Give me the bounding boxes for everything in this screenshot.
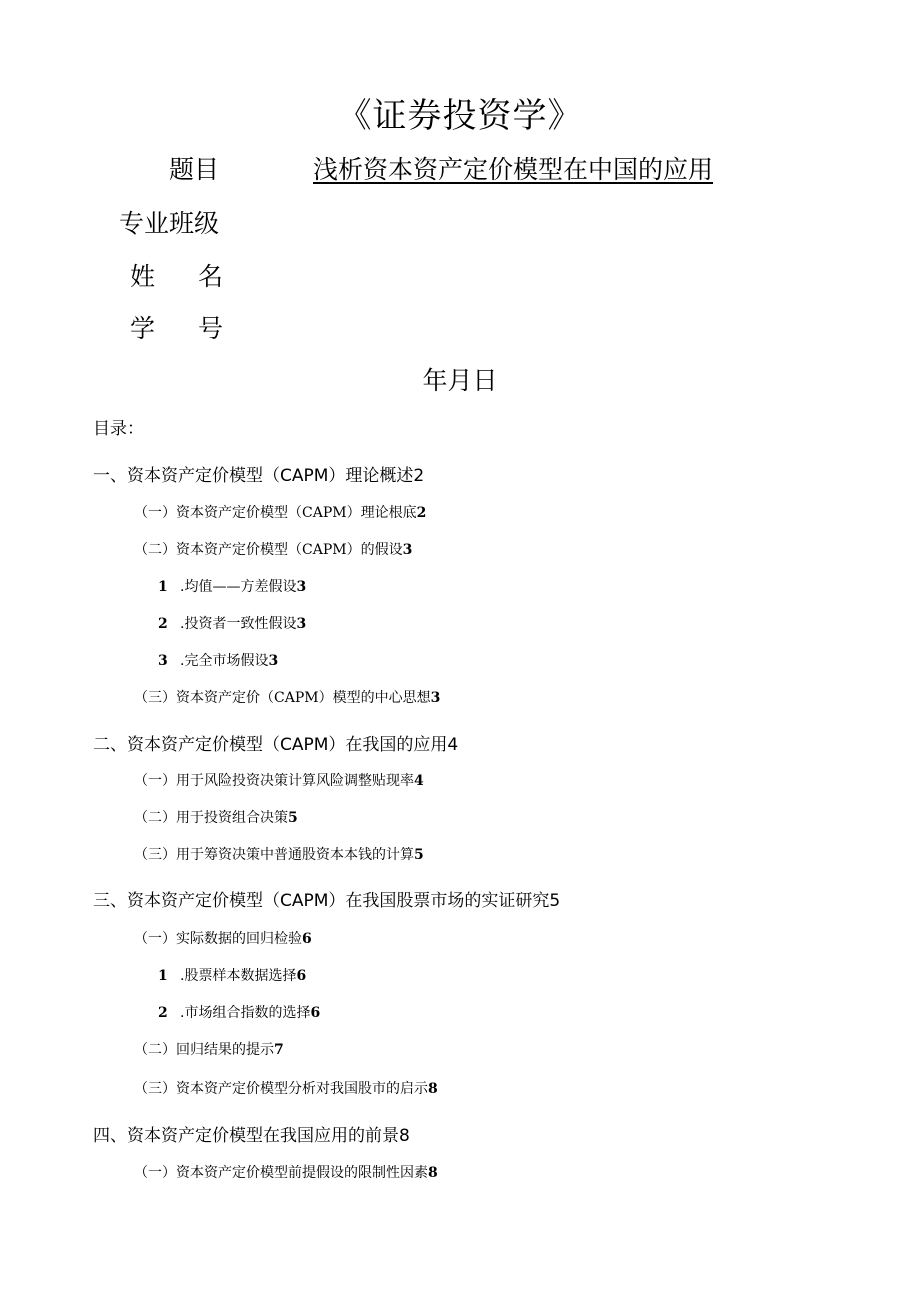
toc-entry-page: 4 — [447, 735, 459, 755]
toc-entry-text: （三）用于筹资决策中普通股资本本钱的计算 — [134, 847, 414, 863]
toc-entry-number: 1 — [158, 968, 168, 984]
toc-entry-text: （二）资本资产定价模型（CAPM）的假设 — [134, 542, 403, 558]
toc-entry-page: 7 — [274, 1042, 284, 1058]
toc-entry-page: 3 — [296, 579, 307, 595]
toc-entry-text: .均值——方差假设 — [180, 579, 297, 595]
major-class-label: 专业班级 — [119, 209, 220, 238]
toc-entry-3-3 — [134, 1078, 438, 1098]
toc-entry-4 — [93, 1121, 410, 1146]
toc-entry-number: 2 — [158, 616, 168, 632]
toc-entry-3-1 — [134, 928, 312, 948]
toc-entry-text: 二、资本资产定价模型（CAPM）在我国的应用 — [93, 735, 448, 755]
toc-entry-1-2-3 — [158, 650, 278, 670]
toc-entry-page: 2 — [416, 505, 427, 521]
toc-entry-3-2 — [134, 1039, 284, 1059]
toc-entry-text: .股票样本数据选择 — [180, 968, 297, 984]
toc-entry-2-1 — [134, 770, 424, 790]
toc-entry-page: 5 — [414, 847, 424, 863]
toc-entry-page: 6 — [296, 968, 307, 984]
toc-entry-text: 四、资本资产定价模型在我国应用的前景 — [93, 1126, 399, 1146]
toc-entry-page: 2 — [413, 466, 425, 486]
toc-entry-2-3 — [134, 844, 424, 864]
toc-entry-number: 3 — [158, 653, 168, 669]
toc-entry-text: .市场组合指数的选择 — [180, 1005, 311, 1021]
name-label-char-1: 姓 — [130, 262, 156, 291]
toc-entry-1-2-2 — [158, 613, 306, 633]
toc-entry-page: 8 — [399, 1126, 410, 1146]
toc-entry-number: 2 — [158, 1005, 168, 1021]
toc-entry-page: 5 — [549, 891, 561, 911]
toc-entry-page: 8 — [428, 1165, 438, 1181]
toc-entry-text: （三）资本资产定价模型分析对我国股市的启示 — [134, 1081, 428, 1097]
toc-entry-page: 3 — [268, 653, 279, 669]
toc-entry-page: 4 — [414, 773, 424, 789]
toc-entry-1-3 — [134, 687, 440, 707]
toc-entry-page: 6 — [310, 1005, 321, 1021]
toc-entry-3 — [93, 886, 560, 911]
topic-value: 浅析资本资产定价模型在中国的应用 — [313, 155, 714, 184]
toc-entry-1-2-1 — [158, 576, 306, 596]
toc-entry-text: （二）用于投资组合决策 — [134, 810, 288, 826]
toc-entry-1-1 — [134, 502, 426, 522]
toc-entry-text: .完全市场假设 — [180, 653, 269, 669]
toc-entry-text: 三、资本资产定价模型（CAPM）在我国股票市场的实证研究 — [93, 891, 550, 911]
toc-entry-1 — [93, 461, 424, 486]
toc-entry-2-2 — [134, 807, 298, 827]
date-line: 年月日 — [422, 366, 498, 395]
student-id-label-char-2: 号 — [198, 314, 224, 343]
toc-entry-text: （二）回归结果的提示 — [134, 1042, 274, 1058]
toc-entry-text: （一）资本资产定价模型（CAPM）理论根底 — [134, 505, 417, 521]
toc-entry-text: 一、资本资产定价模型（CAPM）理论概述 — [93, 466, 414, 486]
toc-entry-page: 8 — [428, 1081, 438, 1097]
toc-entry-page: 3 — [296, 616, 307, 632]
document-title: 《证券投资学》 — [337, 96, 583, 136]
toc-entry-text: （一）资本资产定价模型前提假设的限制性因素 — [134, 1165, 428, 1181]
toc-entry-page: 3 — [402, 542, 413, 558]
toc-entry-4-1 — [134, 1162, 438, 1182]
toc-entry-3-1-1 — [158, 965, 306, 985]
toc-entry-2 — [93, 730, 458, 755]
topic-label: 题目 — [169, 155, 220, 184]
toc-entry-text: （一）实际数据的回归检验 — [134, 931, 302, 947]
toc-entry-text: （三）资本资产定价（CAPM）模型的中心思想 — [134, 690, 431, 706]
toc-entry-text: .投资者一致性假设 — [180, 616, 297, 632]
toc-entry-page: 6 — [302, 931, 312, 947]
toc-heading: 目录： — [93, 419, 144, 439]
toc-entry-page: 3 — [430, 690, 441, 706]
student-id-label-char-1: 学 — [130, 314, 156, 343]
toc-entry-1-2 — [134, 539, 412, 559]
toc-entry-number: 1 — [158, 579, 168, 595]
toc-entry-3-1-2 — [158, 1002, 320, 1022]
toc-entry-page: 5 — [288, 810, 298, 826]
name-label-char-2: 名 — [198, 262, 224, 291]
toc-entry-text: （一）用于风险投资决策计算风险调整贴现率 — [134, 773, 414, 789]
